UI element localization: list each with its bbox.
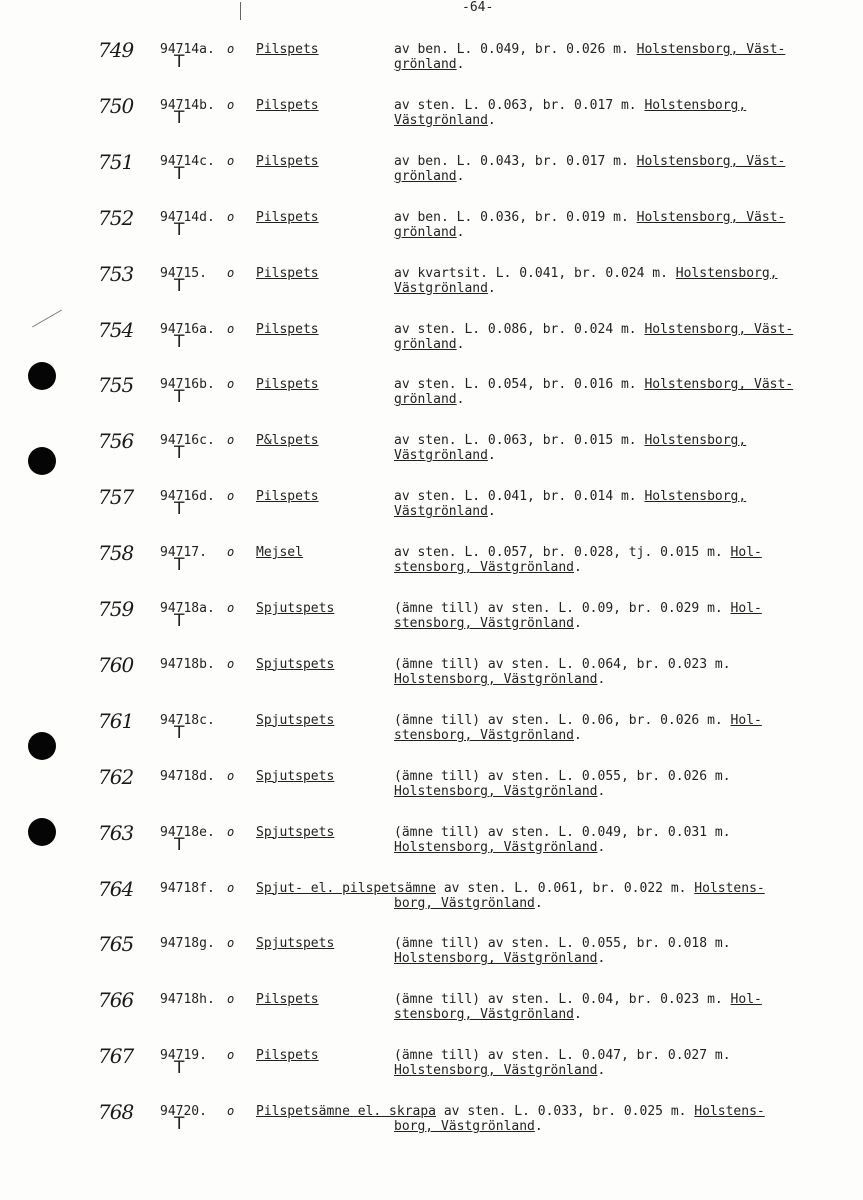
locality-line: [394, 1007, 844, 1022]
description-text: av ben. L. 0.049, br. 0.026 m.: [394, 42, 637, 57]
t-mark: T: [174, 52, 185, 72]
locality: Holstensborg,: [644, 489, 747, 505]
catalog-number: 94718d.: [160, 768, 215, 784]
handwritten-number: 750: [98, 93, 134, 118]
catalog-number: 94714a.: [160, 42, 215, 57]
description-text: av sten. L. 0.063, br. 0.017 m.: [394, 97, 645, 113]
t-mark: T: [174, 275, 185, 296]
terminator: .: [487, 448, 496, 464]
circle-mark: o: [227, 321, 235, 336]
description: [394, 98, 844, 128]
terminator: .: [456, 57, 465, 72]
description-text: av sten. L. 0.061, br. 0.022 m.: [436, 880, 695, 896]
description: [394, 713, 844, 743]
catalog-entry: [0, 429, 863, 489]
catalog-entry: [0, 708, 863, 769]
catalog-number: 94716b.: [160, 377, 215, 393]
catalog-entry: [0, 597, 863, 657]
description: [394, 825, 844, 855]
catalog-number: 94718h.: [160, 992, 215, 1008]
locality-text: stensborg, Västgrönland: [394, 727, 575, 743]
catalog-entry: [0, 149, 863, 210]
description-text: av kvartsit. L. 0.041, br. 0.024 m.: [394, 265, 676, 281]
catalog-number: 94714b.: [160, 97, 215, 113]
locality-line: [394, 784, 844, 799]
locality: Hol-: [730, 601, 762, 616]
description-text: av ben. L. 0.043, br. 0.017 m.: [394, 153, 637, 169]
catalog-number: 94716c.: [160, 433, 215, 449]
description-text: av sten. L. 0.057, br. 0.028, tj. 0.015 m.: [394, 545, 731, 561]
catalog-number: 94720.: [160, 1104, 207, 1120]
locality-line: [394, 169, 844, 184]
object-type: Spjut- el. pilspetsämne: [256, 880, 437, 896]
object-type: Pilspets: [256, 153, 319, 169]
circle-mark: o: [227, 42, 235, 56]
handwritten-number: 754: [98, 317, 134, 342]
description: [394, 1048, 844, 1078]
terminator: .: [597, 951, 606, 967]
page-number: -64-: [462, 0, 494, 15]
locality-text: Holstensborg, Västgrönland: [394, 783, 598, 799]
object-type: Mejsel: [256, 545, 303, 561]
handwritten-number: 756: [98, 429, 134, 454]
terminator: .: [574, 1007, 582, 1023]
locality-text: Västgrönland: [394, 112, 488, 128]
circle-mark: o: [227, 489, 235, 504]
catalog-number: 94714d.: [160, 209, 215, 225]
description: [394, 210, 844, 240]
description: [394, 377, 844, 407]
catalog-number: 94718c.: [160, 712, 215, 728]
locality-text: stensborg, Västgrönland: [394, 560, 575, 576]
description: [394, 266, 844, 296]
locality-line: [394, 672, 844, 687]
handwritten-number: 753: [98, 261, 134, 286]
locality-line: [394, 896, 836, 911]
t-mark: T: [174, 834, 185, 855]
t-mark: T: [174, 387, 185, 408]
description-text: av sten. L. 0.086, br. 0.024 m.: [394, 321, 645, 337]
catalog-number: 94718e.: [160, 824, 215, 840]
locality-text: Holstensborg, Västgrönland: [394, 951, 598, 967]
handwritten-number: 763: [98, 820, 134, 845]
handwritten-number: 755: [98, 373, 134, 398]
object-type: Spjutspets: [256, 712, 335, 728]
pencil-tick-mark: [240, 2, 244, 20]
object-type: Pilspets: [256, 321, 319, 337]
catalog-number: 94716d.: [160, 489, 215, 505]
locality-text: stensborg, Västgrönland: [394, 1007, 575, 1023]
catalog-number: 94714c.: [160, 153, 215, 169]
description: [394, 992, 844, 1022]
object-type: Pilspets: [256, 992, 319, 1008]
locality-line: [394, 1063, 844, 1078]
handwritten-number: 762: [98, 764, 134, 789]
circle-mark: o: [227, 992, 235, 1007]
description-text: (ämne till) av sten. L. 0.055, br. 0.018 m.: [394, 936, 731, 952]
description-text: (ämne till) av sten. L. 0.064, br. 0.023 m.: [394, 656, 731, 672]
locality-text: grönland: [394, 224, 457, 240]
t-mark: T: [174, 331, 185, 352]
description: [394, 322, 844, 352]
catalog-number: 94718a.: [160, 601, 215, 616]
object-type: Pilspets: [256, 489, 319, 505]
locality: Holstens-: [694, 880, 765, 896]
handwritten-number: 764: [98, 876, 134, 901]
description: [394, 433, 844, 463]
locality-text: Västgrönland: [394, 504, 488, 520]
catalog-entry: [0, 1100, 863, 1160]
t-mark: T: [174, 163, 185, 184]
locality-text: stensborg, Västgrönland: [394, 616, 575, 631]
description: [394, 601, 844, 631]
description-text: av sten. L. 0.054, br. 0.016 m.: [394, 377, 645, 393]
terminator: .: [456, 392, 465, 408]
description-text: (ämne till) av sten. L. 0.04, br. 0.023 m.: [394, 992, 731, 1008]
circle-mark: o: [227, 377, 235, 392]
terminator: .: [574, 560, 582, 576]
circle-mark: o: [227, 601, 235, 615]
object-type: P&lspets: [256, 433, 319, 449]
circle-mark: o: [227, 1048, 235, 1063]
locality-line: [394, 560, 844, 575]
description: [394, 545, 844, 575]
locality-line: [394, 392, 844, 407]
locality-line: [394, 225, 844, 240]
terminator: .: [597, 783, 606, 799]
locality-line: [394, 448, 844, 463]
locality-text: Holstensborg, Västgrönland: [394, 671, 598, 687]
description: [394, 657, 844, 687]
handwritten-number: 758: [98, 541, 134, 566]
locality-line: [394, 728, 844, 743]
handwritten-number: 749: [98, 38, 134, 62]
handwritten-number: 768: [98, 1100, 134, 1125]
object-type: Spjutspets: [256, 824, 335, 840]
description: [256, 1104, 836, 1134]
locality-text: grönland: [394, 57, 457, 72]
terminator: .: [597, 1063, 606, 1079]
description-text: av sten. L. 0.041, br. 0.014 m.: [394, 489, 645, 505]
t-mark: T: [174, 555, 185, 576]
circle-mark: o: [227, 824, 235, 839]
description-text: (ämne till) av sten. L. 0.09, br. 0.029 m.: [394, 601, 731, 616]
locality: Holstensborg, Väst-: [644, 321, 794, 337]
locality-text: grönland: [394, 392, 457, 408]
catalog-entry: [0, 988, 863, 1048]
catalog-entry: [0, 317, 863, 378]
t-mark: T: [174, 1114, 185, 1135]
t-mark: T: [174, 443, 185, 464]
catalog-entry: [0, 205, 863, 266]
object-type: Pilspets: [256, 377, 319, 393]
terminator: .: [534, 895, 543, 911]
locality-line: [394, 57, 844, 72]
object-type: Pilspetsämne el. skrapa: [256, 1104, 437, 1120]
catalog-entry: [0, 932, 863, 992]
locality-text: Västgrönland: [394, 280, 488, 296]
description-text: (ämne till) av sten. L. 0.047, br. 0.027 m.: [394, 1048, 731, 1064]
locality-line: [394, 337, 844, 352]
circle-mark: o: [227, 768, 235, 783]
terminator: .: [597, 671, 606, 687]
object-type: Spjutspets: [256, 601, 335, 616]
circle-mark: o: [227, 265, 235, 280]
handwritten-number: 757: [98, 485, 134, 510]
circle-mark: o: [227, 880, 235, 895]
t-mark: T: [174, 1058, 185, 1079]
terminator: .: [456, 224, 465, 240]
object-type: Spjutspets: [256, 936, 335, 952]
terminator: .: [534, 1119, 543, 1135]
handwritten-number: 752: [98, 205, 134, 230]
locality-line: [394, 1119, 836, 1134]
t-mark: T: [174, 219, 185, 240]
locality-text: borg, Västgrönland: [394, 895, 535, 911]
catalog-entry: [0, 541, 863, 601]
catalog-entry: [0, 652, 863, 713]
locality: Holstensborg, Väst-: [636, 42, 786, 57]
locality: Holstensborg,: [644, 433, 747, 449]
catalog-number: 94718g.: [160, 936, 215, 952]
object-type: Pilspets: [256, 42, 319, 57]
locality-text: borg, Västgrönland: [394, 1119, 535, 1135]
description: [394, 936, 844, 966]
description: [394, 154, 844, 184]
circle-mark: o: [227, 153, 235, 168]
locality: Holstensborg,: [644, 97, 747, 113]
handwritten-number: 759: [98, 597, 134, 621]
terminator: .: [487, 280, 496, 296]
catalog-entry: [0, 261, 863, 322]
locality-line: [394, 504, 844, 519]
t-mark: T: [174, 499, 185, 520]
catalog-number: 94718b.: [160, 656, 215, 672]
t-mark: T: [174, 722, 185, 743]
locality-line: [394, 281, 844, 296]
object-type: Spjutspets: [256, 656, 335, 672]
description-text: av ben. L. 0.036, br. 0.019 m.: [394, 209, 637, 225]
locality-text: grönland: [394, 168, 457, 184]
handwritten-number: 751: [98, 149, 134, 174]
locality-text: Västgrönland: [394, 448, 488, 464]
handwritten-number: 767: [98, 1044, 134, 1069]
locality: Hol-: [730, 712, 762, 728]
terminator: .: [574, 616, 582, 631]
description-text: (ämne till) av sten. L. 0.06, br. 0.026 m.: [394, 712, 731, 728]
locality: Holstensborg, Väst-: [636, 153, 786, 169]
circle-mark: o: [227, 656, 235, 671]
object-type: Pilspets: [256, 97, 319, 113]
circle-mark: o: [227, 545, 235, 560]
circle-mark: o: [227, 433, 235, 448]
locality: Holstens-: [694, 1104, 765, 1120]
catalog-number: 94716a.: [160, 321, 215, 337]
catalog-entry: [0, 93, 863, 154]
locality-text: Holstensborg, Västgrönland: [394, 839, 598, 855]
terminator: .: [487, 504, 496, 520]
handwritten-number: 761: [98, 708, 134, 733]
locality: Hol-: [730, 545, 762, 561]
description: [256, 881, 836, 911]
locality-line: [394, 113, 844, 128]
circle-mark: o: [227, 97, 235, 112]
terminator: .: [597, 839, 606, 855]
description: [394, 42, 844, 72]
t-mark: T: [174, 611, 185, 631]
catalog-entry: [0, 373, 863, 433]
description-text: (ämne till) av sten. L. 0.055, br. 0.026 m.: [394, 768, 731, 784]
catalog-entry: [0, 876, 863, 937]
locality-text: Holstensborg, Västgrönland: [394, 1063, 598, 1079]
description: [394, 769, 844, 799]
handwritten-number: 760: [98, 652, 134, 677]
circle-mark: o: [227, 209, 235, 224]
locality: Hol-: [730, 992, 762, 1008]
terminator: .: [456, 168, 465, 184]
locality-text: grönland: [394, 336, 457, 352]
description-text: av sten. L. 0.033, br. 0.025 m.: [436, 1104, 695, 1120]
catalog-entry: [0, 820, 863, 881]
handwritten-number: 765: [98, 932, 134, 957]
locality: Holstensborg, Väst-: [636, 209, 786, 225]
locality-line: [394, 840, 844, 855]
locality-line: [394, 616, 844, 631]
terminator: .: [487, 112, 496, 128]
circle-mark: o: [227, 936, 235, 951]
circle-mark: o: [227, 1104, 235, 1119]
t-mark: T: [174, 107, 185, 128]
catalog-entry: [0, 485, 863, 545]
handwritten-number: 766: [98, 988, 134, 1013]
catalog-number: 94718f.: [160, 880, 215, 896]
description-text: av sten. L. 0.063, br. 0.015 m.: [394, 433, 645, 449]
description-text: (ämne till) av sten. L. 0.049, br. 0.031 m.: [394, 824, 731, 840]
catalog-entry: [0, 1044, 863, 1104]
locality: Holstensborg, Väst-: [644, 377, 794, 393]
catalog-number: 94717.: [160, 545, 207, 561]
object-type: Pilspets: [256, 265, 319, 281]
catalog-entry: [0, 38, 863, 98]
catalog-number: 94715.: [160, 265, 207, 281]
object-type: Pilspets: [256, 1048, 319, 1064]
terminator: .: [574, 727, 582, 743]
description: [394, 489, 844, 519]
catalog-entry: [0, 764, 863, 825]
catalog-number: 94719.: [160, 1048, 207, 1064]
locality-line: [394, 951, 844, 966]
object-type: Pilspets: [256, 209, 319, 225]
object-type: Spjutspets: [256, 768, 335, 784]
locality: Holstensborg,: [675, 265, 778, 281]
terminator: .: [456, 336, 465, 352]
